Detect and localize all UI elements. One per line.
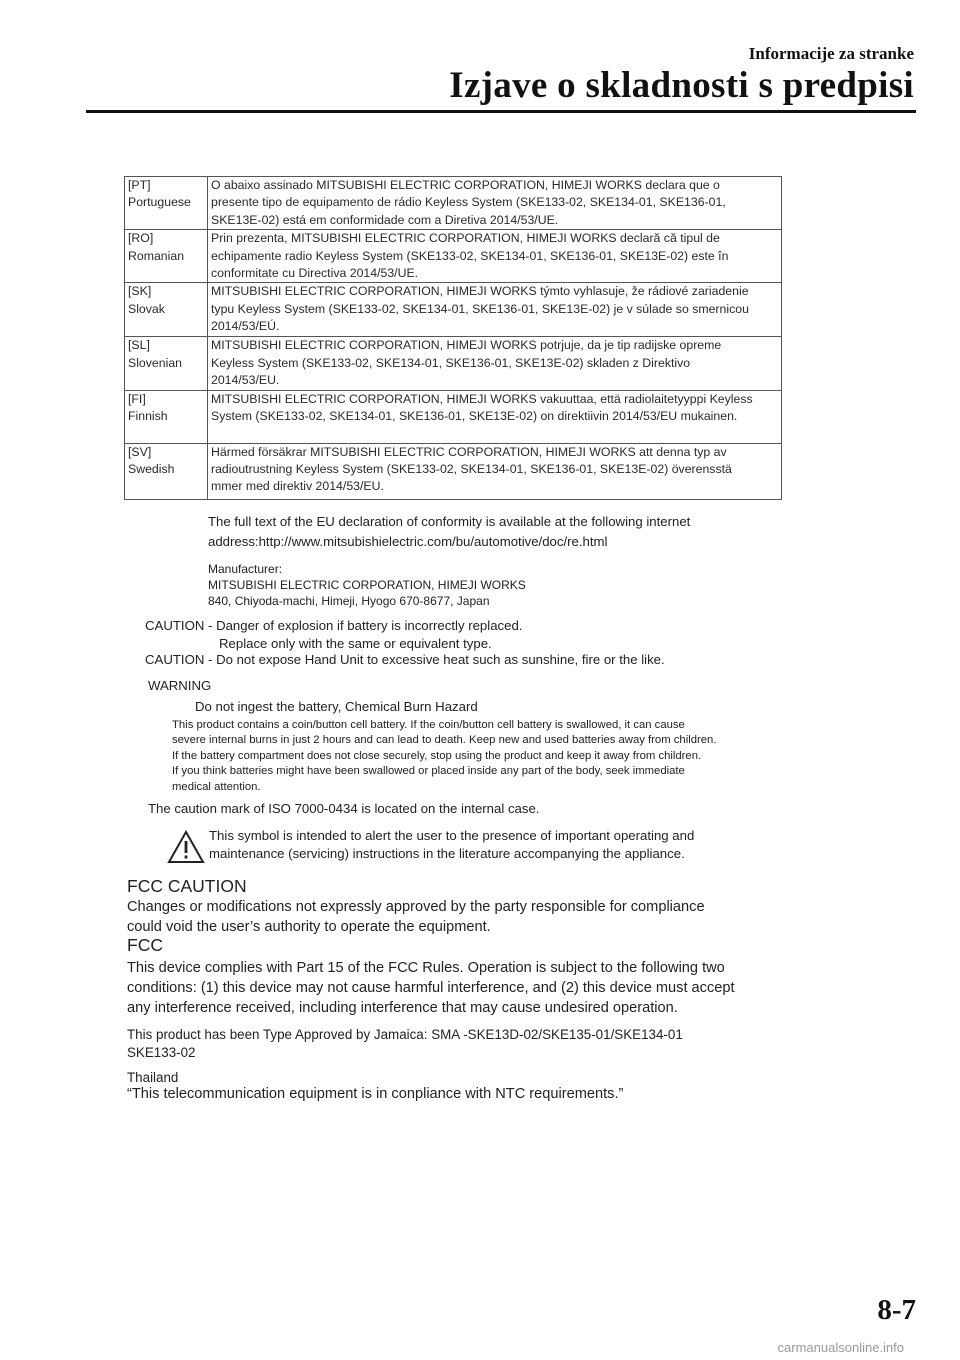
warning-line: If the battery compartment does not close securely, stop using the product and keep it away from children. bbox=[172, 749, 702, 762]
jamaica-approval bbox=[127, 1026, 683, 1062]
manufacturer-label: Manufacturer: bbox=[208, 562, 283, 576]
warning-line: This product contains a coin/button cell battery. If the coin/button cell battery is swallowed, it can cause bbox=[172, 719, 685, 731]
language-name: Finnish bbox=[128, 409, 168, 424]
declaration-cell bbox=[208, 283, 782, 337]
language-cell bbox=[125, 443, 208, 499]
eu-text-line: The full text of the EU declaration of conformity is available at the following internet bbox=[208, 514, 691, 529]
caution-replace: Replace only with the same or equivalent type. bbox=[219, 636, 492, 651]
warning-line: If you think batteries might have been swallowed or placed inside any part of the body, seek immediate bbox=[172, 765, 685, 778]
warning-subtitle: Do not ingest the battery, Chemical Burn Hazard bbox=[195, 699, 478, 714]
fcc-line: conditions: (1) this device may not cause harmful interference, and (2) this device must accept bbox=[127, 980, 735, 996]
declaration-line: MITSUBISHI ELECTRIC CORPORATION, HIMEJI WORKS potrjuje, da je tip radijske opreme bbox=[211, 338, 722, 353]
table-row bbox=[125, 443, 782, 499]
declaration-line: radioutrustning Keyless System (SKE133-02, SKE134-01, SKE136-01, SKE13E-02) överensstä bbox=[211, 462, 732, 477]
declaration-line: SKE13E-02) está em conformidade com a Diretiva 2014/53/UE. bbox=[211, 212, 559, 227]
language-name: Slovak bbox=[128, 301, 165, 316]
declaration-line: 2014/53/EU. bbox=[211, 373, 280, 388]
section-label: Informacije za stranke bbox=[748, 44, 914, 63]
header-rule bbox=[86, 110, 916, 113]
language-cell bbox=[125, 230, 208, 283]
fcc-caution-line: could void the user’s authority to operate the equipment. bbox=[127, 919, 491, 935]
manufacturer-address: 840, Chiyoda-machi, Himeji, Hyogo 670-8677, Japan bbox=[208, 594, 490, 608]
fcc-body bbox=[127, 958, 735, 1018]
jamaica-line: SKE133-02 bbox=[127, 1045, 196, 1060]
declarations-table bbox=[124, 176, 782, 500]
declaration-line: MITSUBISHI ELECTRIC CORPORATION, HIMEJI WORKS týmto vyhlasuje, že rádiové zariadenie bbox=[211, 284, 749, 299]
language-cell bbox=[125, 283, 208, 337]
manufacturer-name: MITSUBISHI ELECTRIC CORPORATION, HIMEJI WORKS bbox=[208, 578, 526, 592]
table-row bbox=[125, 230, 782, 283]
iso-symbol-line: maintenance (servicing) instructions in the literature accompanying the appliance. bbox=[209, 846, 685, 861]
warning-title: WARNING bbox=[148, 678, 212, 693]
table-row bbox=[125, 337, 782, 390]
watermark-text: carmanualsonline.info bbox=[777, 1340, 904, 1355]
declaration-line: conformitate cu Directiva 2014/53/UE. bbox=[211, 266, 419, 281]
language-code: [SK] bbox=[128, 284, 152, 299]
warning-triangle-icon bbox=[167, 830, 205, 864]
language-code: [SL] bbox=[128, 338, 150, 353]
thailand-label: Thailand bbox=[127, 1070, 179, 1085]
fcc-line: This device complies with Part 15 of the FCC Rules. Operation is subject to the following two bbox=[127, 960, 725, 976]
iso-symbol-line: This symbol is intended to alert the user to the presence of important operating and bbox=[209, 828, 695, 843]
declaration-line: O abaixo assinado MITSUBISHI ELECTRIC CORPORATION, HIMEJI WORKS declara que o bbox=[211, 178, 720, 192]
warning-line: severe internal burns in just 2 hours and can lead to death. Keep new and used batteries away from children. bbox=[172, 734, 717, 747]
eu-declaration-text bbox=[208, 512, 690, 552]
page-title: Izjave o skladnosti s predpisi bbox=[449, 65, 914, 106]
fcc-caution-title: FCC CAUTION bbox=[127, 876, 247, 896]
table-row bbox=[125, 390, 782, 443]
language-code: [SV] bbox=[128, 444, 152, 459]
iso-symbol-text bbox=[209, 827, 694, 863]
jamaica-line: This product has been Type Approved by Jamaica: SMA -SKE13D-02/SKE135-01/SKE134-01 bbox=[127, 1027, 683, 1042]
declaration-cell bbox=[208, 177, 782, 230]
table-row bbox=[125, 177, 782, 230]
caution-heat: CAUTION - Do not expose Hand Unit to excessive heat such as sunshine, fire or the like. bbox=[145, 652, 665, 667]
declaration-line: Prin prezenta, MITSUBISHI ELECTRIC CORPORATION, HIMEJI WORKS declară că tipul de bbox=[211, 231, 720, 246]
iso-mark-text: The caution mark of ISO 7000-0434 is located on the internal case. bbox=[148, 801, 540, 816]
language-code: [FI] bbox=[128, 391, 146, 406]
language-code: [PT] bbox=[128, 178, 151, 192]
page-number: 8-7 bbox=[877, 1294, 916, 1326]
eu-address-line: address:http://www.mitsubishielectric.com/bu/automotive/doc/re.html bbox=[208, 534, 608, 549]
table-row bbox=[125, 283, 782, 337]
fcc-caution-line: Changes or modifications not expressly approved by the party responsible for compliance bbox=[127, 899, 705, 915]
declaration-line: MITSUBISHI ELECTRIC CORPORATION, HIMEJI WORKS vakuuttaa, että radiolaitetyyppi Keyless bbox=[211, 391, 753, 406]
caution-explosion: CAUTION - Danger of explosion if battery is incorrectly replaced. bbox=[145, 618, 523, 633]
declaration-line: mmer med direktiv 2014/53/EU. bbox=[211, 479, 384, 494]
declaration-cell bbox=[208, 390, 782, 443]
language-cell bbox=[125, 390, 208, 443]
language-cell bbox=[125, 337, 208, 390]
language-cell bbox=[125, 177, 208, 230]
manufacturer-block bbox=[208, 561, 526, 609]
warning-line: medical attention. bbox=[172, 780, 261, 793]
declaration-line: echipamente radio Keyless System (SKE133-02, SKE134-01, SKE136-01, SKE13E-02) este în bbox=[211, 248, 729, 263]
thailand-statement: “This telecommunication equipment is in conpliance with NTC requirements.” bbox=[127, 1086, 624, 1102]
language-name: Swedish bbox=[128, 462, 175, 477]
declaration-line: 2014/53/EÚ. bbox=[211, 319, 280, 334]
declaration-cell bbox=[208, 230, 782, 283]
declaration-line: Keyless System (SKE133-02, SKE134-01, SKE136-01, SKE13E-02) skladen z Direktivo bbox=[211, 355, 691, 370]
fcc-title: FCC bbox=[127, 935, 163, 955]
warning-body bbox=[172, 718, 716, 795]
declaration-line: presente tipo de equipamento de rádio Keyless System (SKE133-02, SKE134-01, SKE136-01, bbox=[211, 195, 726, 210]
declaration-line: Härmed försäkrar MITSUBISHI ELECTRIC CORPORATION, HIMEJI WORKS att denna typ av bbox=[211, 444, 727, 459]
language-name: Slovenian bbox=[128, 355, 183, 370]
language-code: [RO] bbox=[128, 231, 154, 246]
language-name: Romanian bbox=[128, 248, 185, 263]
declaration-line: System (SKE133-02, SKE134-01, SKE136-01, SKE13E-02) on direktiivin 2014/53/EU mukainen. bbox=[211, 409, 738, 424]
declaration-cell bbox=[208, 443, 782, 499]
language-name: Portuguese bbox=[128, 195, 191, 210]
declaration-line: typu Keyless System (SKE133-02, SKE134-01, SKE136-01, SKE13E-02) je v súlade so smernicou bbox=[211, 301, 749, 316]
declaration-cell bbox=[208, 337, 782, 390]
fcc-caution-body bbox=[127, 897, 705, 937]
fcc-line: any interference received, including interference that may cause undesired operation. bbox=[127, 1000, 678, 1016]
